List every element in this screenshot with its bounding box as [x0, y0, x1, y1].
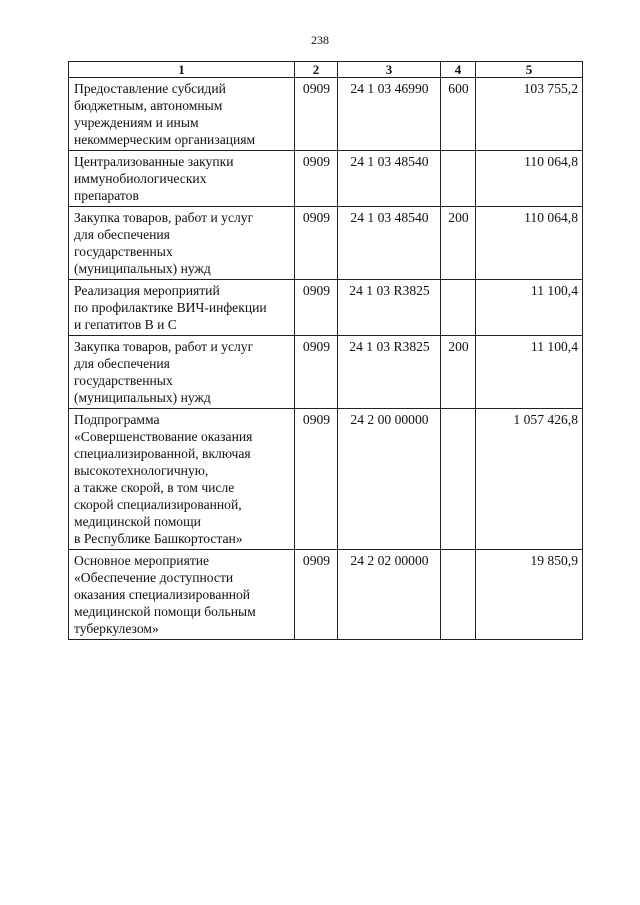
- row-name-line: скорой специализированной,: [74, 497, 242, 512]
- row-name-line: государственных: [74, 244, 173, 259]
- row-article-cell: 24 1 03 48540: [338, 151, 441, 207]
- row-article-cell: 24 1 03 R3825: [338, 336, 441, 409]
- row-name-line: Закупка товаров, работ и услуг: [74, 210, 254, 225]
- row-name-line: медицинской помощи больным: [74, 604, 256, 619]
- row-amount-cell: 103 755,2: [476, 78, 583, 151]
- row-name-line: (муниципальных) нужд: [74, 261, 211, 276]
- row-section-cell: 0909: [295, 409, 338, 550]
- header-col-3: 3: [338, 62, 441, 78]
- table-row: [69, 409, 583, 550]
- row-section-cell: 0909: [295, 151, 338, 207]
- row-type-cell: 200: [441, 207, 476, 280]
- row-name-line: а также скорой, в том числе: [74, 480, 235, 495]
- row-section-cell: 0909: [295, 336, 338, 409]
- row-name-line: специализированной, включая: [74, 446, 251, 461]
- row-name-line: Основное мероприятие: [74, 553, 210, 568]
- header-col-2: 2: [295, 62, 338, 78]
- table-row: [69, 336, 583, 409]
- row-name-line: по профилактике ВИЧ-инфекции: [74, 300, 267, 315]
- header-col-4: 4: [441, 62, 476, 78]
- row-type-cell: [441, 550, 476, 640]
- row-name-line: некоммерческим организациям: [74, 132, 256, 147]
- row-amount-cell: 19 850,9: [476, 550, 583, 640]
- row-name-line: оказания специализированной: [74, 587, 251, 602]
- row-name-cell: [69, 336, 295, 409]
- row-name-line: в Республике Башкортостан»: [74, 531, 243, 546]
- header-row: [69, 62, 583, 78]
- row-name-line: препаратов: [74, 188, 139, 203]
- row-name-line: для обеспечения: [74, 227, 170, 242]
- row-amount-cell: 110 064,8: [476, 207, 583, 280]
- row-name-line: «Обеспечение доступности: [74, 570, 234, 585]
- header-col-1: 1: [69, 62, 295, 78]
- row-section-cell: 0909: [295, 550, 338, 640]
- row-type-cell: 600: [441, 78, 476, 151]
- row-article-cell: 24 1 03 48540: [338, 207, 441, 280]
- row-name-line: Подпрограмма: [74, 412, 160, 427]
- table-row: [69, 280, 583, 336]
- row-name-cell: [69, 409, 295, 550]
- header-col-5: 5: [476, 62, 583, 78]
- row-amount-cell: 110 064,8: [476, 151, 583, 207]
- row-article-cell: 24 2 02 00000: [338, 550, 441, 640]
- row-amount-cell: 11 100,4: [476, 280, 583, 336]
- row-name-line: и гепатитов В и С: [74, 317, 177, 332]
- row-name-line: для обеспечения: [74, 356, 170, 371]
- row-section-cell: 0909: [295, 207, 338, 280]
- table-row: [69, 550, 583, 640]
- row-amount-cell: 1 057 426,8: [476, 409, 583, 550]
- row-name-cell: [69, 550, 295, 640]
- row-name-line: учреждениям и иным: [74, 115, 199, 130]
- row-name-line: Предоставление субсидий: [74, 81, 226, 96]
- budget-table: [68, 61, 583, 640]
- row-name-line: Централизованные закупки: [74, 154, 234, 169]
- row-type-cell: [441, 151, 476, 207]
- row-article-cell: 24 1 03 R3825: [338, 280, 441, 336]
- row-name-line: высокотехнологичную,: [74, 463, 209, 478]
- row-name-line: медицинской помощи: [74, 514, 201, 529]
- row-amount-cell: 11 100,4: [476, 336, 583, 409]
- row-article-cell: 24 2 00 00000: [338, 409, 441, 550]
- row-name-line: иммунобиологических: [74, 171, 207, 186]
- table-body: [69, 78, 583, 640]
- row-type-cell: [441, 280, 476, 336]
- row-name-line: «Совершенствование оказания: [74, 429, 253, 444]
- table-row: [69, 207, 583, 280]
- row-type-cell: 200: [441, 336, 476, 409]
- row-name-line: (муниципальных) нужд: [74, 390, 211, 405]
- row-section-cell: 0909: [295, 280, 338, 336]
- row-name-cell: [69, 207, 295, 280]
- row-name-line: Реализация мероприятий: [74, 283, 220, 298]
- table-row: [69, 78, 583, 151]
- row-name-cell: [69, 280, 295, 336]
- table-header: [69, 62, 583, 78]
- row-section-cell: 0909: [295, 78, 338, 151]
- row-name-line: Закупка товаров, работ и услуг: [74, 339, 254, 354]
- row-name-line: бюджетным, автономным: [74, 98, 223, 113]
- page-number: 238: [311, 33, 329, 47]
- row-type-cell: [441, 409, 476, 550]
- table-row: [69, 151, 583, 207]
- row-article-cell: 24 1 03 46990: [338, 78, 441, 151]
- row-name-line: туберкулезом»: [74, 621, 159, 636]
- row-name-line: государственных: [74, 373, 173, 388]
- row-name-cell: [69, 78, 295, 151]
- row-name-cell: [69, 151, 295, 207]
